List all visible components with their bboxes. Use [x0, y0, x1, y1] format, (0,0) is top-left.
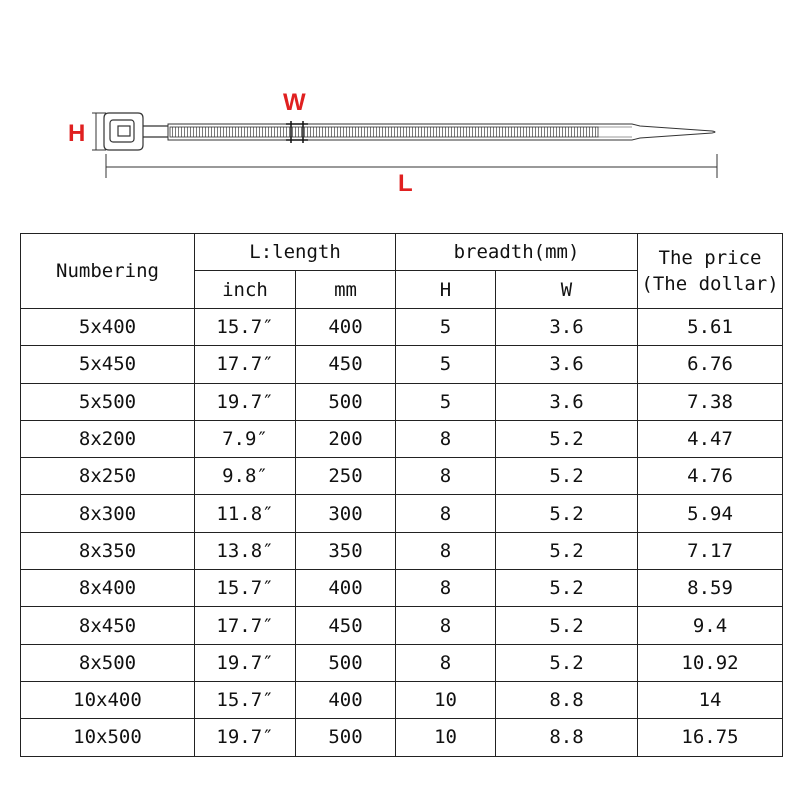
w-cell: 5.2 — [496, 570, 638, 607]
w-cell: 3.6 — [496, 309, 638, 346]
w-cell: 5.2 — [496, 420, 638, 457]
cable-tie-strap — [168, 124, 715, 140]
price-cell: 8.59 — [638, 570, 783, 607]
mm-header: mm — [296, 271, 396, 309]
mm-cell: 450 — [296, 346, 396, 383]
w-cell: 5.2 — [496, 532, 638, 569]
h-cell: 5 — [396, 346, 496, 383]
h-cell: 8 — [396, 644, 496, 681]
mm-cell: 500 — [296, 644, 396, 681]
mm-cell: 400 — [296, 309, 396, 346]
inch-cell: 15.7″ — [195, 681, 296, 718]
w-cell: 3.6 — [496, 346, 638, 383]
h-cell: 8 — [396, 458, 496, 495]
price-cell: 10.92 — [638, 644, 783, 681]
length-header: L:length — [195, 234, 396, 271]
table-row — [21, 458, 783, 495]
w-cell: 8.8 — [496, 681, 638, 718]
price-header-line1: The price — [658, 247, 762, 269]
numbering-cell: 8x300 — [21, 495, 195, 532]
mm-cell: 400 — [296, 681, 396, 718]
table-row — [21, 532, 783, 569]
h-cell: 5 — [396, 309, 496, 346]
price-cell: 4.47 — [638, 420, 783, 457]
mm-cell: 400 — [296, 570, 396, 607]
inch-header: inch — [195, 271, 296, 309]
h-cell: 10 — [396, 681, 496, 718]
cable-tie-head — [104, 113, 168, 150]
l-dimension-label: L — [398, 170, 413, 197]
table-row — [21, 383, 783, 420]
inch-cell: 19.7″ — [195, 719, 296, 756]
inch-cell: 11.8″ — [195, 495, 296, 532]
inch-cell: 17.7″ — [195, 346, 296, 383]
breadth-header: breadth(mm) — [396, 234, 638, 271]
price-cell: 16.75 — [638, 719, 783, 756]
table-row — [21, 346, 783, 383]
w-cell: 5.2 — [496, 458, 638, 495]
numbering-cell: 5x500 — [21, 383, 195, 420]
numbering-cell: 10x500 — [21, 719, 195, 756]
mm-cell: 500 — [296, 719, 396, 756]
price-header — [638, 234, 783, 309]
table-row — [21, 644, 783, 681]
table-row — [21, 570, 783, 607]
h-cell: 8 — [396, 607, 496, 644]
w-dimension-label: W — [283, 89, 306, 116]
price-cell: 14 — [638, 681, 783, 718]
numbering-header: Numbering — [21, 234, 195, 309]
table-row — [21, 681, 783, 718]
table-row — [21, 420, 783, 457]
h-header: H — [396, 271, 496, 309]
mm-cell: 300 — [296, 495, 396, 532]
w-cell: 3.6 — [496, 383, 638, 420]
w-header: W — [496, 271, 638, 309]
price-cell: 4.76 — [638, 458, 783, 495]
numbering-cell: 8x500 — [21, 644, 195, 681]
h-cell: 10 — [396, 719, 496, 756]
table-row — [21, 719, 783, 756]
inch-cell: 19.7″ — [195, 644, 296, 681]
numbering-cell: 8x250 — [21, 458, 195, 495]
w-cell: 5.2 — [496, 644, 638, 681]
inch-cell: 13.8″ — [195, 532, 296, 569]
numbering-cell: 8x450 — [21, 607, 195, 644]
numbering-cell: 8x400 — [21, 570, 195, 607]
h-cell: 5 — [396, 383, 496, 420]
price-cell: 5.94 — [638, 495, 783, 532]
table-row — [21, 309, 783, 346]
price-cell: 7.38 — [638, 383, 783, 420]
w-cell: 5.2 — [496, 495, 638, 532]
inch-cell: 19.7″ — [195, 383, 296, 420]
h-cell: 8 — [396, 495, 496, 532]
w-cell: 5.2 — [496, 607, 638, 644]
table-header-row — [21, 234, 783, 271]
inch-cell: 9.8″ — [195, 458, 296, 495]
numbering-cell: 8x200 — [21, 420, 195, 457]
mm-cell: 250 — [296, 458, 396, 495]
inch-cell: 17.7″ — [195, 607, 296, 644]
numbering-cell: 8x350 — [21, 532, 195, 569]
h-cell: 8 — [396, 420, 496, 457]
spec-table — [20, 233, 783, 757]
mm-cell: 350 — [296, 532, 396, 569]
inch-cell: 15.7″ — [195, 309, 296, 346]
h-cell: 8 — [396, 570, 496, 607]
price-cell: 7.17 — [638, 532, 783, 569]
mm-cell: 500 — [296, 383, 396, 420]
mm-cell: 200 — [296, 420, 396, 457]
h-cell: 8 — [396, 532, 496, 569]
w-cell: 8.8 — [496, 719, 638, 756]
numbering-cell: 5x400 — [21, 309, 195, 346]
h-dimension-label: H — [68, 120, 86, 147]
inch-cell: 15.7″ — [195, 570, 296, 607]
cable-tie-diagram — [0, 0, 800, 210]
numbering-cell: 10x400 — [21, 681, 195, 718]
price-header-line2: (The dollar) — [641, 273, 779, 295]
price-cell: 9.4 — [638, 607, 783, 644]
table-row — [21, 607, 783, 644]
price-cell: 6.76 — [638, 346, 783, 383]
mm-cell: 450 — [296, 607, 396, 644]
table-row — [21, 495, 783, 532]
inch-cell: 7.9″ — [195, 420, 296, 457]
numbering-cell: 5x450 — [21, 346, 195, 383]
price-cell: 5.61 — [638, 309, 783, 346]
